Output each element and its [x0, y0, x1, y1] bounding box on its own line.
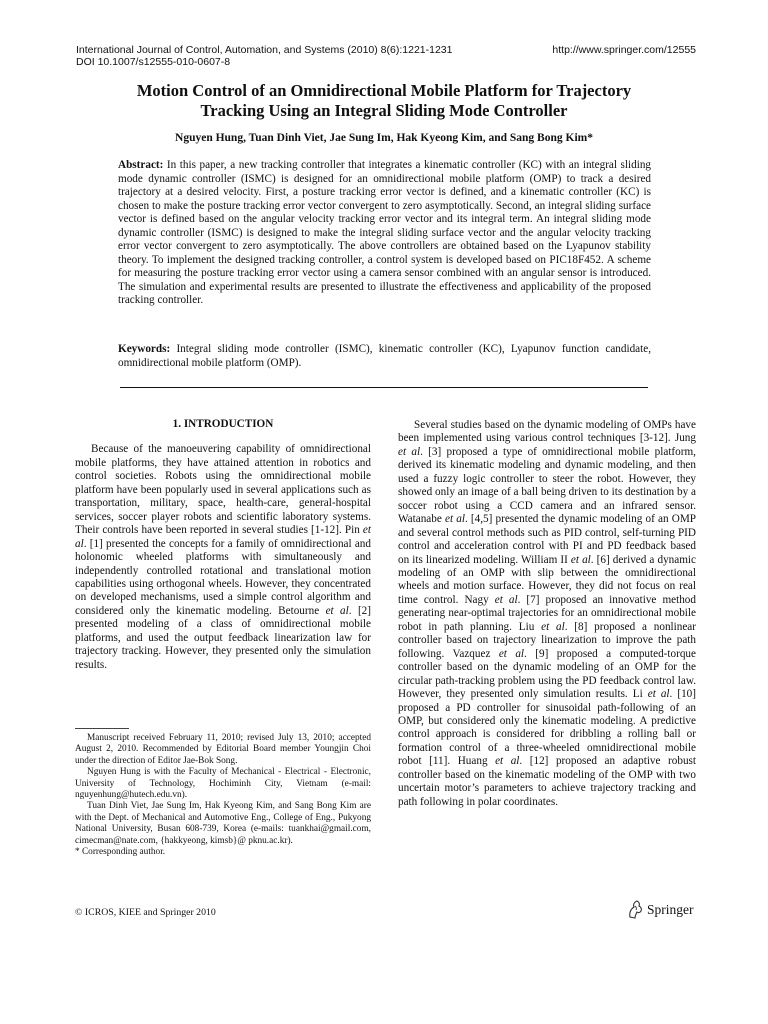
- journal-citation: International Journal of Control, Automation, and Systems (2010) 8(6):1221-1231: [76, 44, 453, 56]
- doi: DOI 10.1007/s12555-010-0607-8: [76, 56, 231, 68]
- springer-horse-icon: [627, 900, 644, 919]
- right-column: [398, 419, 696, 809]
- footnote-manuscript: Manuscript received February 11, 2010; revised July 13, 2010; accepted August 2, 2010. Recommended by Editorial Board member Youngjin Choi under the direction of Editor Jae-Bok Song.: [75, 733, 371, 766]
- footnote-divider: [75, 728, 129, 729]
- left-column: [75, 418, 371, 672]
- paper-title: [70, 81, 698, 121]
- abstract-text: In this paper, a new tracking controller that integrates a kinematic controller (KC) with an integral sliding mode dynamic controller (ISMC) is designed for an omnidirectional mobile platform (OMP) to track a desired trajectory at a desired velocity. First, a posture tracking error vector is defined, and a kinematic controller (KC) is chosen to make the posture tracking error vector convergent to zero asymptotically. Second, an integral sliding surface vector is defined based on the angular velocity tracking error vector and its integral term. An integral sliding mode dynamic controller (ISMC) is designed to make the integral sliding surface vector and the angular velocity tracking error vector convergent to zero asymptotically. The above controllers are obtained based on the Lyapunov stability theory. To implement the designed tracking controller, a control system is developed based on PIC18F452. A scheme for measuring the posture tracking error vector using a camera sensor combined with an angular sensor is introduced. The simulation and experimental results are presented to illustrate the effectiveness and applicability of the proposed tracking controller.: [118, 159, 652, 306]
- keywords-text: Integral sliding mode controller (ISMC), kinematic controller (KC), Lyapunov function candidate, omnidirectional mobile platform (OMP).: [118, 343, 652, 369]
- intro-paragraph-2: Several studies based on the dynamic modeling of OMPs have been implemented using various control techniques [3-12]. Jung et al. [3] proposed a type of omnidirectional mobile platform, derived its kinematic modeling and dynamic modeling, and then used a fuzzy logic controller to steer the robot. However, they showed only an image of a ball being driven to its destination by a soccer robot using a CCD camera and an infrared sensor. Watanabe et al. [4,5] presented the dynamic modeling of an OMP and several control methods such as PID control, self-turning PID control and acceleration control with PI and PD feedback based on its linearized modeling. William II et al. [6] derived a dynamic modeling of an OMP with slip between the omnidirectional wheels and motion surface. However, they did not focus on real time control. Nagy et al. [7] proposed an innovative method generating near-optimal trajectories for an omnidirectional mobile robot in path planning. Liu et al. [8] proposed a nonlinear controller based on trajectory linearization to improve the path following. Vazquez et al. [9] proposed a computed-torque controller based on the dynamic modeling of an OMP for the circular path-tracking problem using the PD feedback control law. However, they presented only simulation results. Li et al. [10] proposed a PD controller for sinusoidal path-following of an OMP, but considered only the kinematic modeling. A predictive control approach is considered for dribbling a rolling ball or formation control of a three-wheeled omnidirectional mobile robot [11]. Huang et al. [12] proposed an adaptive robust controller based on the kinematic modeling of the OMP with two uncertain motor’s parameters to achieve trajectory tracking and path following in polar coordinates.: [398, 419, 697, 808]
- footnotes: [75, 733, 371, 858]
- abstract-label: Abstract:: [118, 159, 164, 171]
- keywords: [118, 343, 651, 370]
- section-heading: 1. INTRODUCTION: [172, 418, 274, 430]
- title-line-1: Motion Control of an Omnidirectional Mobile Platform for Trajectory: [136, 81, 632, 100]
- abstract: [118, 159, 651, 308]
- title-line-2: Tracking Using an Integral Sliding Mode Controller: [200, 101, 568, 120]
- springer-logo: [627, 900, 694, 919]
- copyright-notice: © ICROS, KIEE and Springer 2010: [75, 907, 216, 918]
- intro-paragraph-1: Because of the manoeuvering capability of omnidirectional mobile platforms, they have attained attention in robotics and control societies. Robots using the omnidirectional mobile platform have been popularly used in several applications such as transportation, military, space, health-care, general-hospital services, soccer player robots and scientific laboratory systems. Their controls have been reported in several studies [1-12]. Pin et al. [1] presented the concepts for a family of omnidirectional and holonomic wheeled platforms with simultaneously and independently controlled rotational and translational motion capabilities using orthogonal wheels. However, they concentrated on developed mechanisms, used a simple control algorithm and considered only the kinematic modeling. Betourne et al. [2] presented modeling of a class of omnidirectional mobile platforms, and used the output feedback linearization law for trajectory tracking. However, they presented only the simulation results.: [75, 443, 372, 671]
- journal-url[interactable]: http://www.springer.com/12555: [552, 44, 696, 56]
- keywords-label: Keywords:: [118, 343, 171, 355]
- abstract-divider: [120, 387, 648, 388]
- footnote-corresponding: * Corresponding author.: [75, 847, 166, 858]
- footnote-affiliation-1: Nguyen Hung is with the Faculty of Mechanical - Electrical - Electronic, University of Technology, Hochiminh City, Vietnam (e-mail: nguyenhung@hutech.edu.vn).: [75, 767, 371, 801]
- footnote-affiliation-2: Tuan Dinh Viet, Jae Sung Im, Hak Kyeong Kim, and Sang Bong Kim are with the Dept. of Mechanical and Automotive Eng., College of Eng., Pukyong National University, Busan 608-739, Korea (e-mails: tuankhai@gmail.com, cimecman@nate.com, {hakkyeong, kimsb}@ pknu.ac.kr).: [75, 801, 371, 846]
- springer-wordmark: Springer: [647, 901, 694, 917]
- journal-header: [76, 44, 452, 68]
- author-list: Nguyen Hung, Tuan Dinh Viet, Jae Sung Im, Hak Kyeong Kim, and Sang Bong Kim*: [175, 132, 593, 144]
